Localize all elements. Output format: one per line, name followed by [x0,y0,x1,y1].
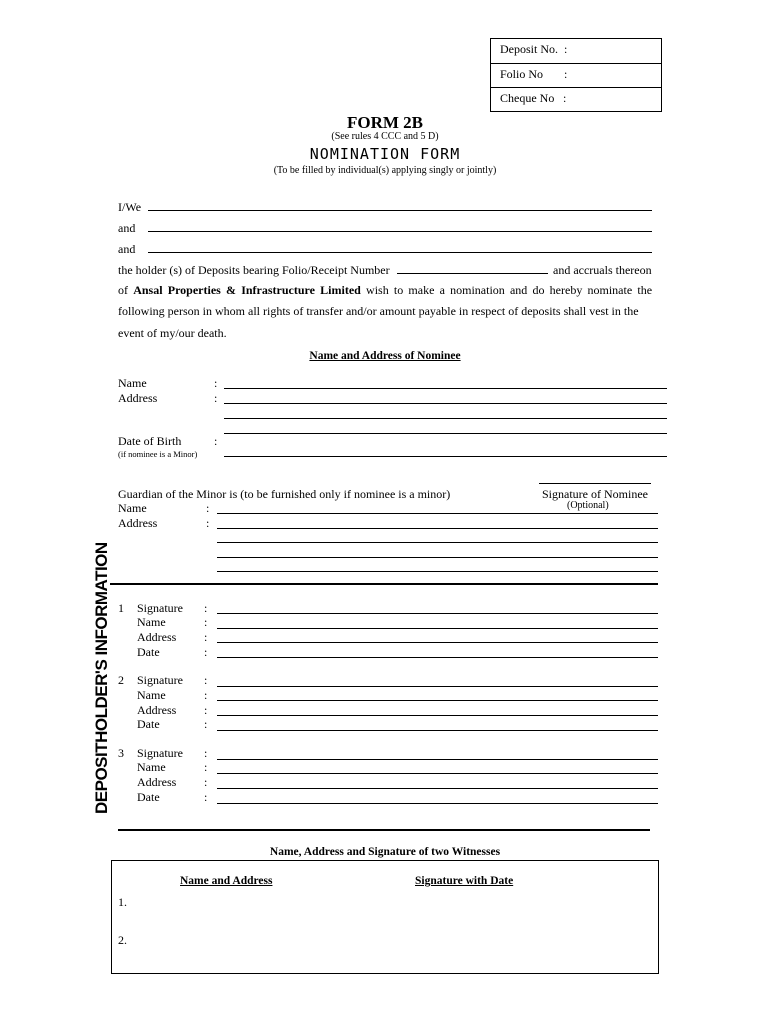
holder-1-name-field[interactable] [217,628,658,629]
cheque-no-colon: : [563,91,567,105]
guardian-address-field-4[interactable] [217,571,658,572]
holder-2-number: 2 [118,673,124,687]
guardian-address-field-3[interactable] [217,557,658,558]
section-divider [110,583,658,585]
rules-reference: (See rules 4 CCC and 5 D) [331,131,439,142]
holder-3-signature-label: Signature [137,746,183,760]
form-title: FORM 2B [346,113,424,132]
holder-2-signature-colon: : [204,673,208,687]
holder-2-name-field[interactable] [217,700,658,701]
nominee-address-label: Address [118,391,158,405]
holder-3-address-colon: : [204,775,208,789]
holder-3-number: 3 [118,746,124,760]
form-name: NOMINATION FORM [309,145,461,163]
nominee-address-field-3[interactable] [224,433,667,434]
and-field-1[interactable] [148,231,652,232]
guardian-address-label: Address [118,516,158,530]
declaration-paragraph [118,280,652,322]
witness-item-1[interactable]: 1. [118,895,127,909]
cheque-no-label: Cheque No [500,91,555,105]
cheque-no-row[interactable] [491,87,661,111]
holder-3-name-label: Name [137,760,166,774]
and-label-1: and [118,221,136,235]
holder-3-date-field[interactable] [217,803,658,804]
guardian-address-field-2[interactable] [217,542,658,543]
holder-suffix: and accruals thereon [553,263,652,277]
depositholder-side-label: DEPOSITHOLDER'S INFORMATION [92,542,111,814]
guardian-name-colon: : [206,501,210,515]
holder-3-signature-field[interactable] [217,759,658,760]
holder-2-address-label: Address [137,703,177,717]
and-field-2[interactable] [148,252,652,253]
guardian-heading: Guardian of the Minor is (to be furnished only if nominee is a minor) [118,487,451,501]
folio-no-row[interactable] [491,63,661,87]
nominee-name-field[interactable] [224,388,667,389]
holder-3-name-field[interactable] [217,773,658,774]
nominee-signature-label: Signature of Nominee [542,487,648,501]
holder-1-address-field[interactable] [217,642,658,643]
iwe-field[interactable] [148,210,652,211]
holder-3-name-colon: : [204,760,208,774]
holder-2-address-field[interactable] [217,715,658,716]
witness-col-name-address: Name and Address [180,875,273,887]
fill-note: (To be filled by individual(s) applying singly or jointly) [273,165,497,176]
guardian-address-field-1[interactable] [217,528,658,529]
holder-3-signature-colon: : [204,746,208,760]
guardian-name-label: Name [118,501,147,515]
nominee-heading: Name and Address of Nominee [309,350,461,362]
nominee-signature-note: (Optional) [567,500,609,511]
decl-prefix: of [118,283,128,297]
decl-line3: following person in whom all rights of transfer and/or amount payable in respect of deposits shall vest in the [118,304,639,318]
holder-3-date-label: Date [137,790,160,804]
witness-heading: Name, Address and Signature of two Witnesses [269,846,501,858]
holder-1-signature-label: Signature [137,601,183,615]
holder-2-signature-label: Signature [137,673,183,687]
holder-2-date-field[interactable] [217,730,658,731]
holder-2-date-label: Date [137,717,160,731]
holder-1-name-label: Name [137,615,166,629]
company-name: Ansal Properties & Infrastructure Limited [133,283,361,297]
dob-note: (if nominee is a Minor) [118,449,198,459]
holder-2-name-colon: : [204,688,208,702]
witness-box [111,860,659,974]
nominee-address-field-1[interactable] [224,403,667,404]
folio-receipt-field[interactable] [397,273,548,274]
guardian-address-colon: : [206,516,210,530]
and-label-2: and [118,242,136,256]
dob-colon: : [214,434,218,448]
holder-2-address-colon: : [204,703,208,717]
decl-line4: event of my/our death. [118,326,227,340]
holder-2-signature-field[interactable] [217,686,658,687]
depositholder-side-label-wrap [90,542,112,846]
nominee-name-label: Name [118,376,147,390]
witness-item-2[interactable]: 2. [118,933,127,947]
deposit-no-colon: : [564,42,568,56]
holder-2-name-label: Name [137,688,166,702]
nominee-name-colon: : [214,376,218,390]
holder-2-date-colon: : [204,717,208,731]
holder-1-signature-field[interactable] [217,613,658,614]
holder-1-name-colon: : [204,615,208,629]
holder-3-address-field[interactable] [217,788,658,789]
folio-no-colon: : [564,67,568,81]
holder-1-address-colon: : [204,630,208,644]
holder-1-signature-colon: : [204,601,208,615]
guardian-name-field[interactable] [217,513,658,514]
reference-box [490,38,662,112]
deposit-no-row[interactable] [491,39,661,63]
holder-1-date-label: Date [137,645,160,659]
folio-no-label: Folio No [500,67,544,81]
holder-1-address-label: Address [137,630,177,644]
holder-text: the holder (s) of Deposits bearing Folio/Receipt Number [118,263,390,277]
holder-3-date-colon: : [204,790,208,804]
nominee-address-field-2[interactable] [224,418,667,419]
holder-3-address-label: Address [137,775,177,789]
witness-col-signature-date: Signature with Date [415,875,514,887]
holder-1-date-field[interactable] [217,657,658,658]
dob-label: Date of Birth [118,434,182,448]
deposit-no-label: Deposit No. [500,42,558,56]
holder-1-number: 1 [118,601,124,615]
iwe-label: I/We [118,200,142,214]
nominee-signature-field[interactable] [539,483,651,484]
dob-field[interactable] [224,456,667,457]
decl-line2: wish to make a nomination and do hereby nominate the [366,283,653,297]
nominee-address-colon: : [214,391,218,405]
holder-1-date-colon: : [204,645,208,659]
bottom-divider [118,829,650,831]
